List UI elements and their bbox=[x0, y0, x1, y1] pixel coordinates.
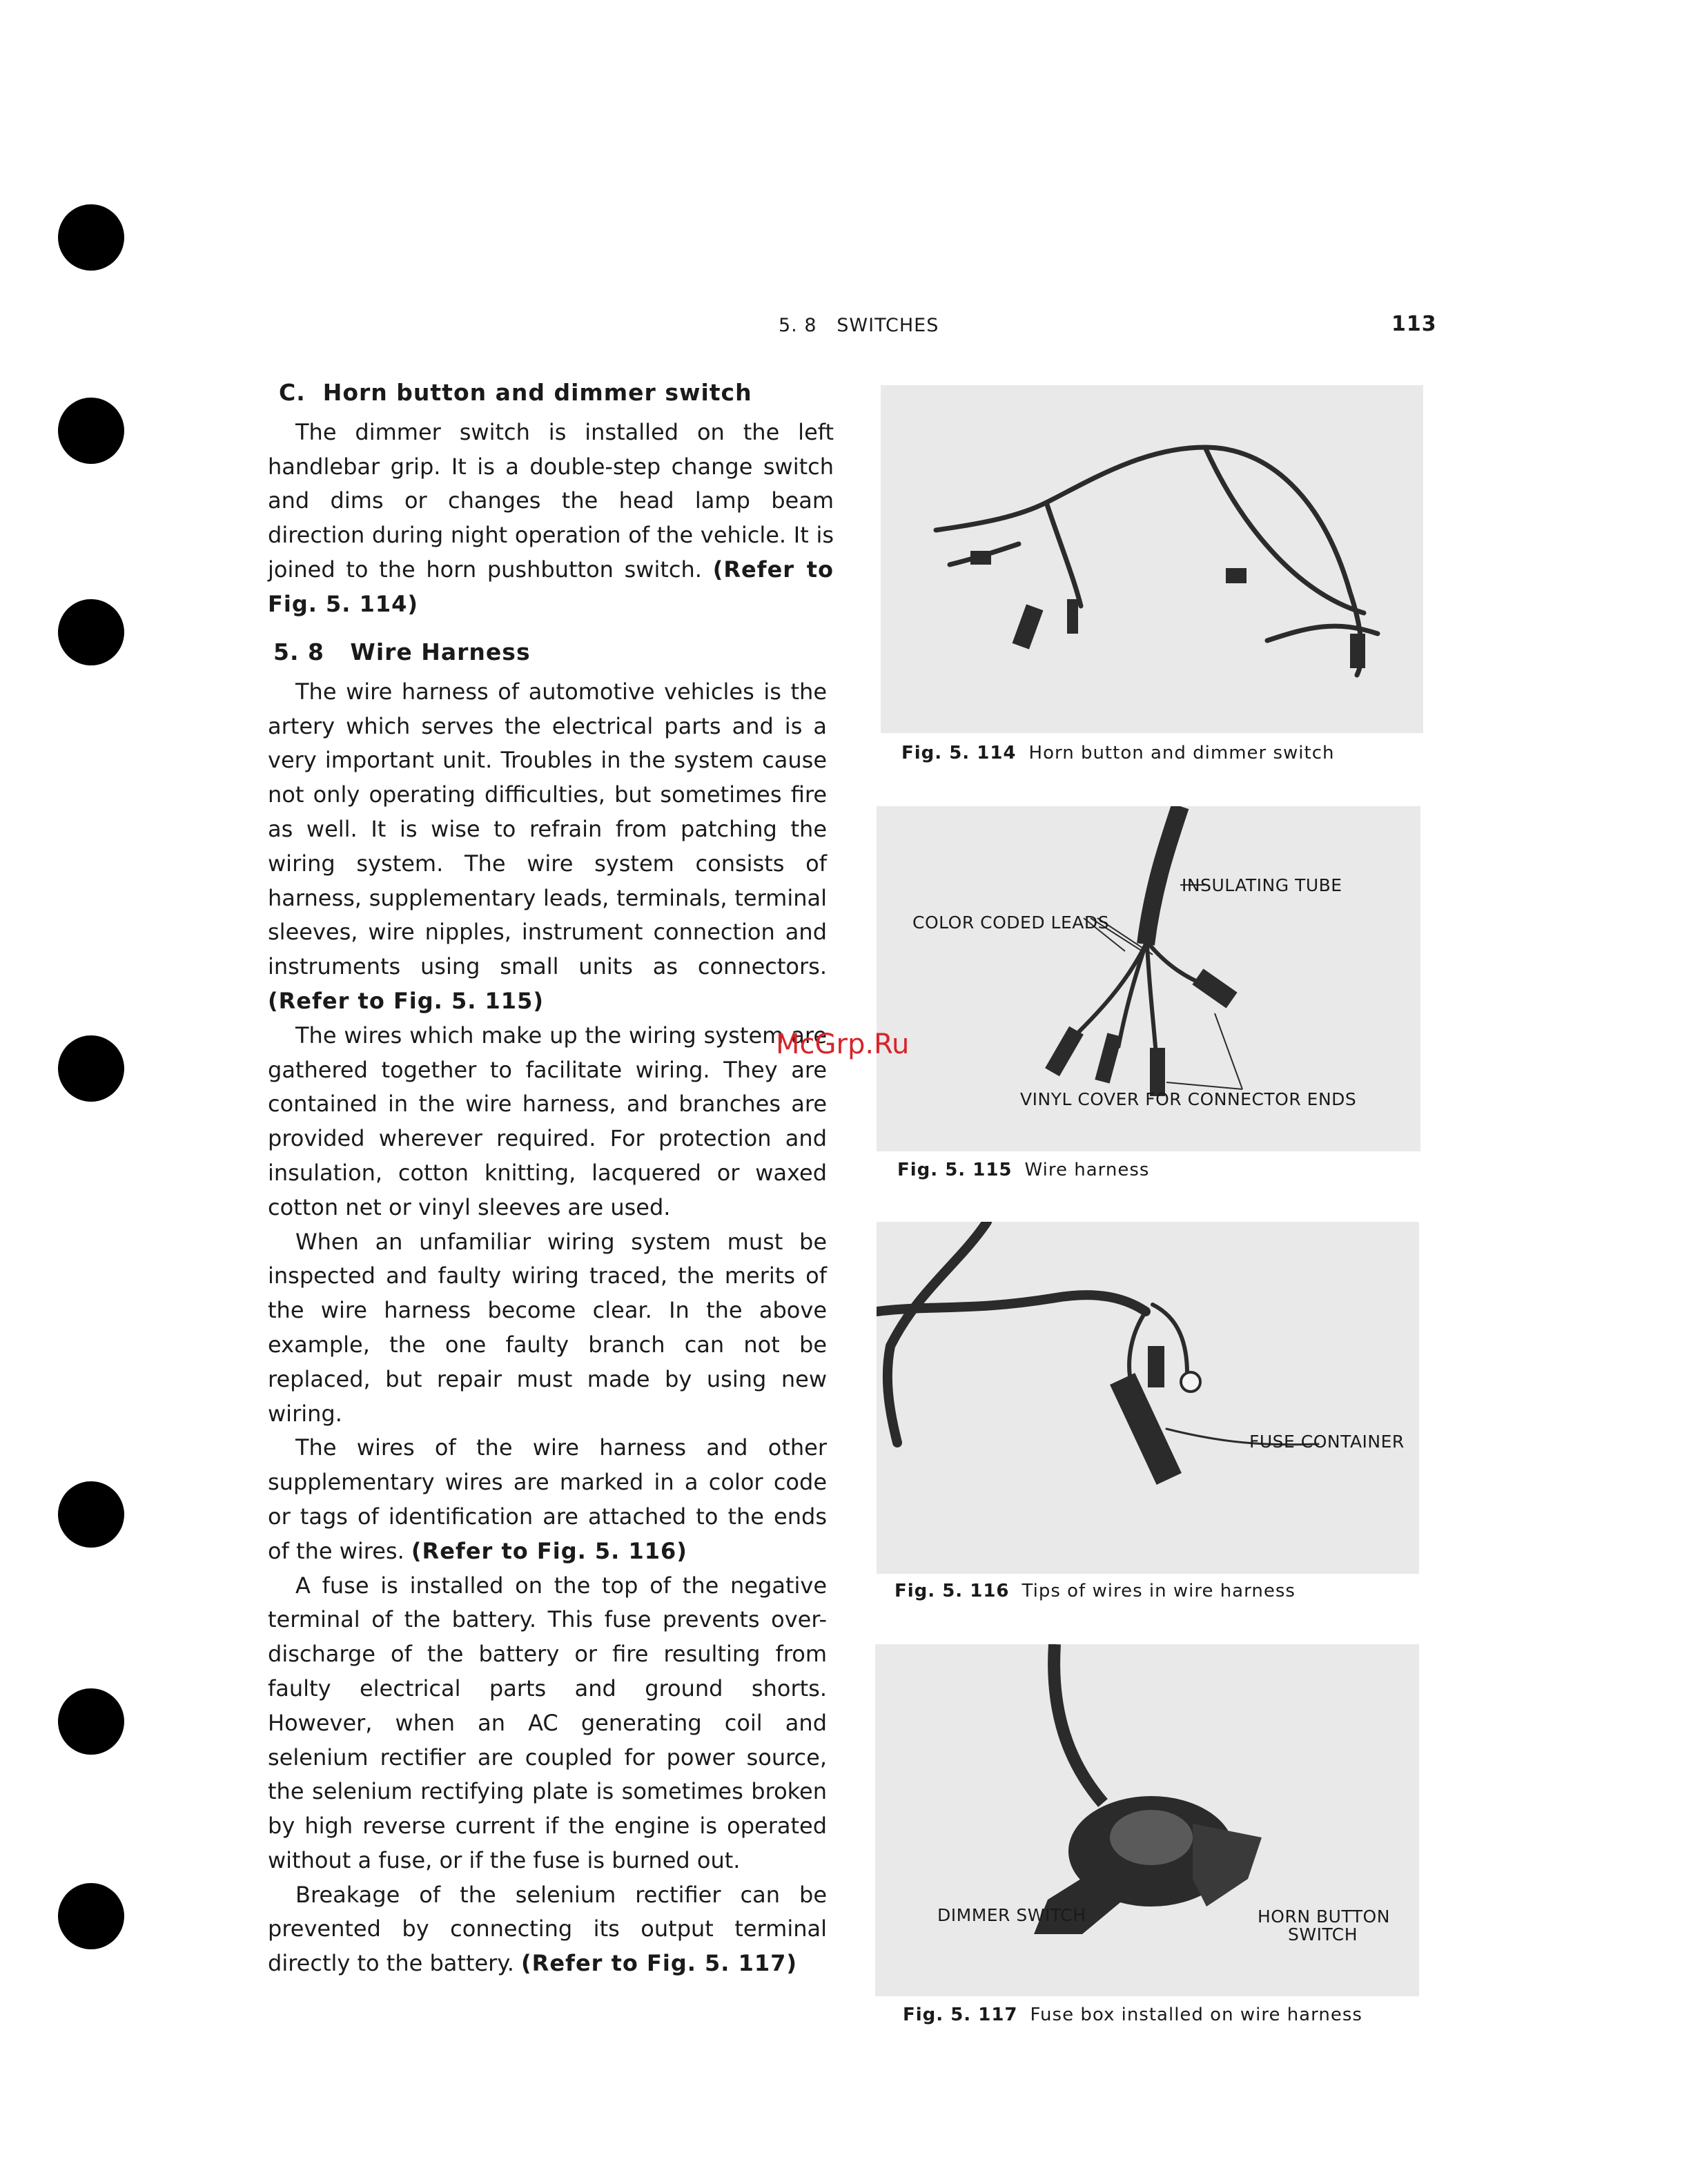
section-5-8 bbox=[268, 635, 827, 1981]
binding-hole bbox=[58, 1883, 124, 1949]
label-dimmer-switch: DIMMER SWITCH bbox=[937, 1905, 1086, 1925]
watermark: McGrp.Ru bbox=[776, 1028, 910, 1060]
body-paragraph bbox=[268, 1878, 827, 1981]
figure-116-photo bbox=[877, 1222, 1419, 1574]
body-paragraph bbox=[268, 1019, 827, 1225]
wire-harness-illustration bbox=[877, 1222, 1419, 1574]
figure-reference: (Refer to Fig. 5. 115) bbox=[268, 987, 544, 1014]
body-paragraph bbox=[268, 1569, 827, 1878]
binding-hole bbox=[58, 398, 124, 464]
section-c bbox=[268, 376, 834, 622]
figure-reference: (Refer to Fig. 5. 114) bbox=[268, 556, 834, 617]
figure-117-caption bbox=[903, 2005, 1362, 2025]
paragraph-text: The dimmer switch is installed on the left handlebar grip. It is a double-step change switch and dims or changes the head lamp beam direction during night operation of the vehicle. It is joined to the horn pushbutton switch. bbox=[268, 418, 834, 583]
binding-hole bbox=[58, 1688, 124, 1755]
figure-114-photo bbox=[881, 385, 1423, 733]
caption-text: Fuse box installed on wire harness bbox=[1030, 2005, 1362, 2025]
label-horn-button: HORN BUTTON bbox=[1258, 1907, 1390, 1927]
figure-reference: (Refer to Fig. 5. 117) bbox=[521, 1950, 797, 1977]
binding-hole bbox=[58, 1481, 124, 1548]
label-vinyl-cover: VINYL COVER FOR CONNECTOR ENDS bbox=[1020, 1089, 1357, 1109]
wire-harness-illustration bbox=[881, 385, 1423, 733]
body-paragraph bbox=[268, 675, 827, 1019]
figure-115-photo bbox=[877, 806, 1420, 1151]
running-header: 5. 8 SWITCHES bbox=[779, 315, 939, 336]
figure-reference: (Refer to Fig. 5. 116) bbox=[411, 1537, 687, 1564]
label-insulating-tube: INSULATING TUBE bbox=[1182, 875, 1342, 895]
figure-116-caption bbox=[895, 1581, 1296, 1601]
section-5-8-heading: 5. 8 Wire Harness bbox=[273, 638, 531, 665]
figure-number: Fig. 5. 114 bbox=[901, 743, 1017, 763]
paragraph-text: The wire harness of automotive vehicles is the artery which serves the electrical parts and is a very important unit. Troubles in the system cause not only operating difficulties, but sometimes fire as well. It is wise to refrain from patching the wiring system. The wire system consists of harness, supplementary leads, terminals, terminal sleeves, wire nipples, instrument connection and instruments using small units as connectors. bbox=[268, 678, 827, 980]
paragraph-text: A fuse is installed on the top of the negative terminal of the battery. This fuse prevents over-discharge of the battery or fire resulting from faulty electrical parts and ground shorts. However, when an AC generating coil and selenium rectifier are coupled for power source, the selenium rectifying plate is sometimes broken by high reverse current if the engine is operated without a fuse, or if the fuse is burned out. bbox=[268, 1572, 827, 1873]
label-fuse-container: FUSE CONTAINER bbox=[1249, 1432, 1405, 1452]
figure-115-caption bbox=[897, 1160, 1149, 1180]
figure-114-caption bbox=[901, 743, 1334, 763]
figure-number: Fig. 5. 117 bbox=[903, 2005, 1018, 2025]
figure-number: Fig. 5. 116 bbox=[895, 1581, 1010, 1601]
binding-hole bbox=[58, 204, 124, 271]
label-switch: SWITCH bbox=[1288, 1924, 1358, 1944]
body-paragraph bbox=[268, 1431, 827, 1568]
caption-text: Horn button and dimmer switch bbox=[1028, 743, 1335, 763]
section-c-paragraph bbox=[268, 416, 834, 622]
figure-number: Fig. 5. 115 bbox=[897, 1160, 1013, 1180]
page-number: 113 bbox=[1391, 312, 1437, 336]
section-c-heading: C. Horn button and dimmer switch bbox=[279, 379, 752, 406]
caption-text: Tips of wires in wire harness bbox=[1022, 1581, 1296, 1601]
paragraph-text: The wires which make up the wiring system are gathered together to facilitate wiring. They are contained in the wire harness, and branches are provided wherever required. For protection and insulation, cotton knitting, lacquered or waxed cotton net or vinyl sleeves are used. bbox=[268, 1022, 827, 1220]
paragraph-text: The wires of the wire harness and other supplementary wires are marked in a color code or tags of identification are attached to the ends of the wires. bbox=[268, 1434, 827, 1564]
paragraph-text: Breakage of the selenium rectifier can be prevented by connecting its output terminal directly to the battery. bbox=[268, 1881, 827, 1977]
paragraph-text: When an unfamiliar wiring system must be inspected and faulty wiring traced, the merits of the wire harness become clear. In the above example, the one faulty branch can not be replaced, but repair must made by using new wiring. bbox=[268, 1228, 827, 1427]
figure-117-photo bbox=[875, 1644, 1419, 1996]
body-paragraph bbox=[268, 1225, 827, 1432]
binding-hole bbox=[58, 1035, 124, 1102]
label-color-coded-leads: COLOR CODED LEADS bbox=[912, 913, 1109, 933]
binding-hole bbox=[58, 599, 124, 665]
caption-text: Wire harness bbox=[1024, 1160, 1150, 1180]
